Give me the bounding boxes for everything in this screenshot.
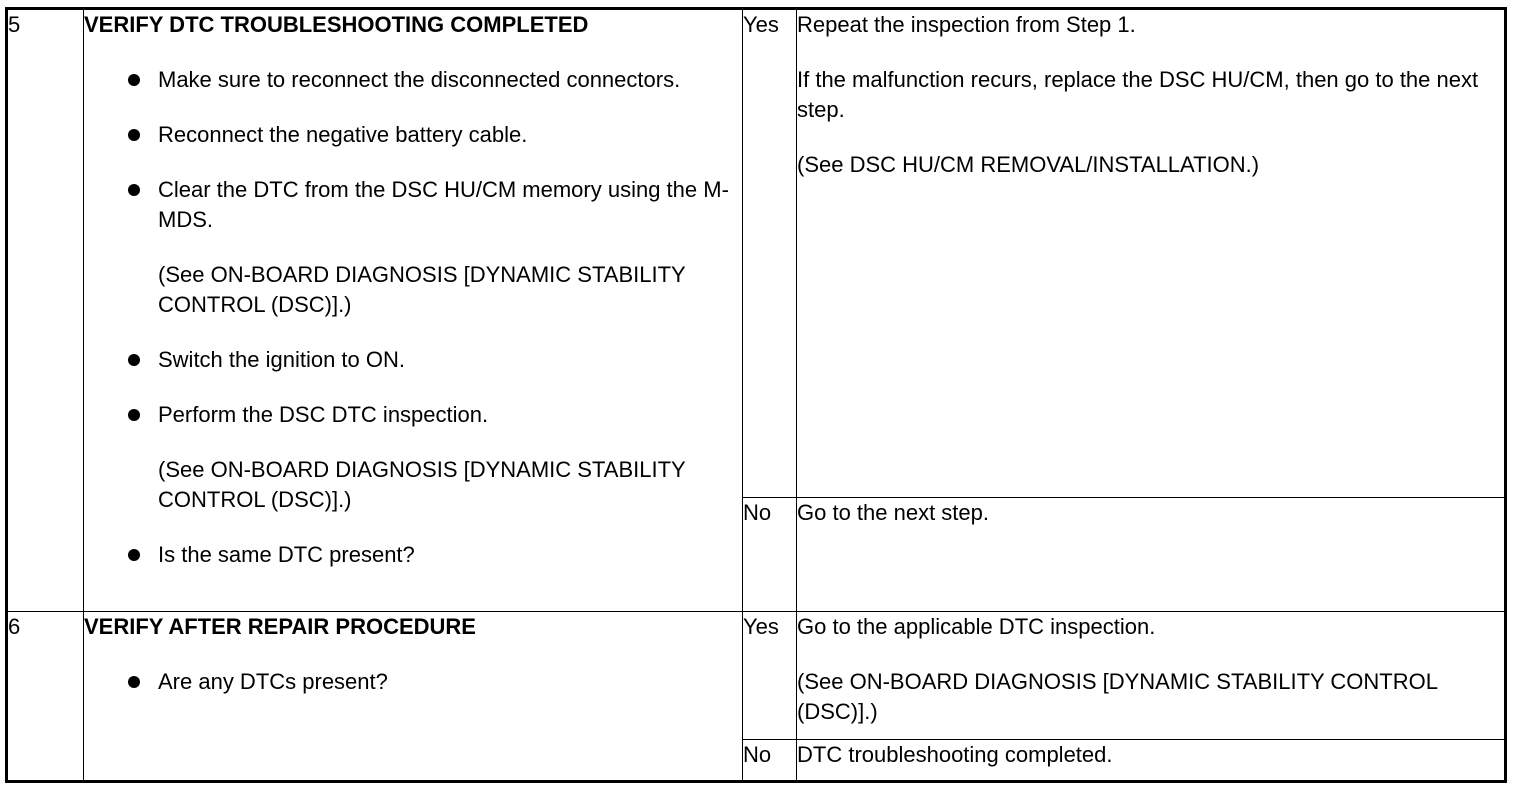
step-6-bullet-list xyxy=(84,667,742,697)
step-5-body xyxy=(84,9,743,612)
step-5-yes-line-3: (See DSC HU/CM REMOVAL/INSTALLATION.) xyxy=(797,152,1260,177)
step-5-bullet-6: Is the same DTC present? xyxy=(158,540,742,570)
step-6-no-label: No xyxy=(743,740,797,782)
step-5-no-label: No xyxy=(743,498,797,612)
step-6-no-line-1: DTC troubleshooting completed. xyxy=(797,742,1113,767)
step-5-bullet-2: Reconnect the negative battery cable. xyxy=(158,120,742,150)
step-5-bullet-1: Make sure to reconnect the disconnected connectors. xyxy=(158,65,742,95)
step-6-yes-line-2: (See ON-BOARD DIAGNOSIS [DYNAMIC STABILITY CONTROL (DSC)].) xyxy=(797,669,1438,724)
step-5-yes-line-1: Repeat the inspection from Step 1. xyxy=(797,12,1136,37)
step-5-yes-row xyxy=(7,9,1506,498)
step-5-bullet-4: Switch the ignition to ON. xyxy=(158,345,742,375)
step-5-yes-action xyxy=(797,9,1506,498)
step-6-yes-row xyxy=(7,612,1506,740)
troubleshooting-table xyxy=(5,7,1507,783)
step-6-yes-line-1: Go to the applicable DTC inspection. xyxy=(797,614,1156,639)
step-5-yes-line-2: If the malfunction recurs, replace the DSC HU/CM, then go to the next step. xyxy=(797,67,1479,122)
step-5-bullet-3 xyxy=(158,175,742,320)
step-6-no-action xyxy=(797,740,1506,782)
step-6-body xyxy=(84,612,743,782)
step-6-title: VERIFY AFTER REPAIR PROCEDURE xyxy=(84,614,476,639)
step-6-yes-label: Yes xyxy=(743,612,797,740)
step-5-bullet-3-note: (See ON-BOARD DIAGNOSIS [DYNAMIC STABILITY CONTROL (DSC)].) xyxy=(158,262,686,317)
step-5-no-action xyxy=(797,498,1506,612)
step-6-bullet-1: Are any DTCs present? xyxy=(158,667,742,697)
step-5-bullet-5 xyxy=(158,400,742,515)
step-5-bullet-5-note: (See ON-BOARD DIAGNOSIS [DYNAMIC STABILITY CONTROL (DSC)].) xyxy=(158,457,686,512)
step-5-yes-label: Yes xyxy=(743,9,797,498)
step-5-title: VERIFY DTC TROUBLESHOOTING COMPLETED xyxy=(84,12,589,37)
step-6-yes-action xyxy=(797,612,1506,740)
step-5-no-line-1: Go to the next step. xyxy=(797,500,990,525)
step-5-bullet-5-text: Perform the DSC DTC inspection. xyxy=(158,402,489,427)
step-6-number: 6 xyxy=(7,612,84,782)
step-5-bullet-3-text: Clear the DTC from the DSC HU/CM memory using the M-MDS. xyxy=(158,177,729,232)
step-5-number: 5 xyxy=(7,9,84,612)
step-5-bullet-list xyxy=(84,65,742,570)
